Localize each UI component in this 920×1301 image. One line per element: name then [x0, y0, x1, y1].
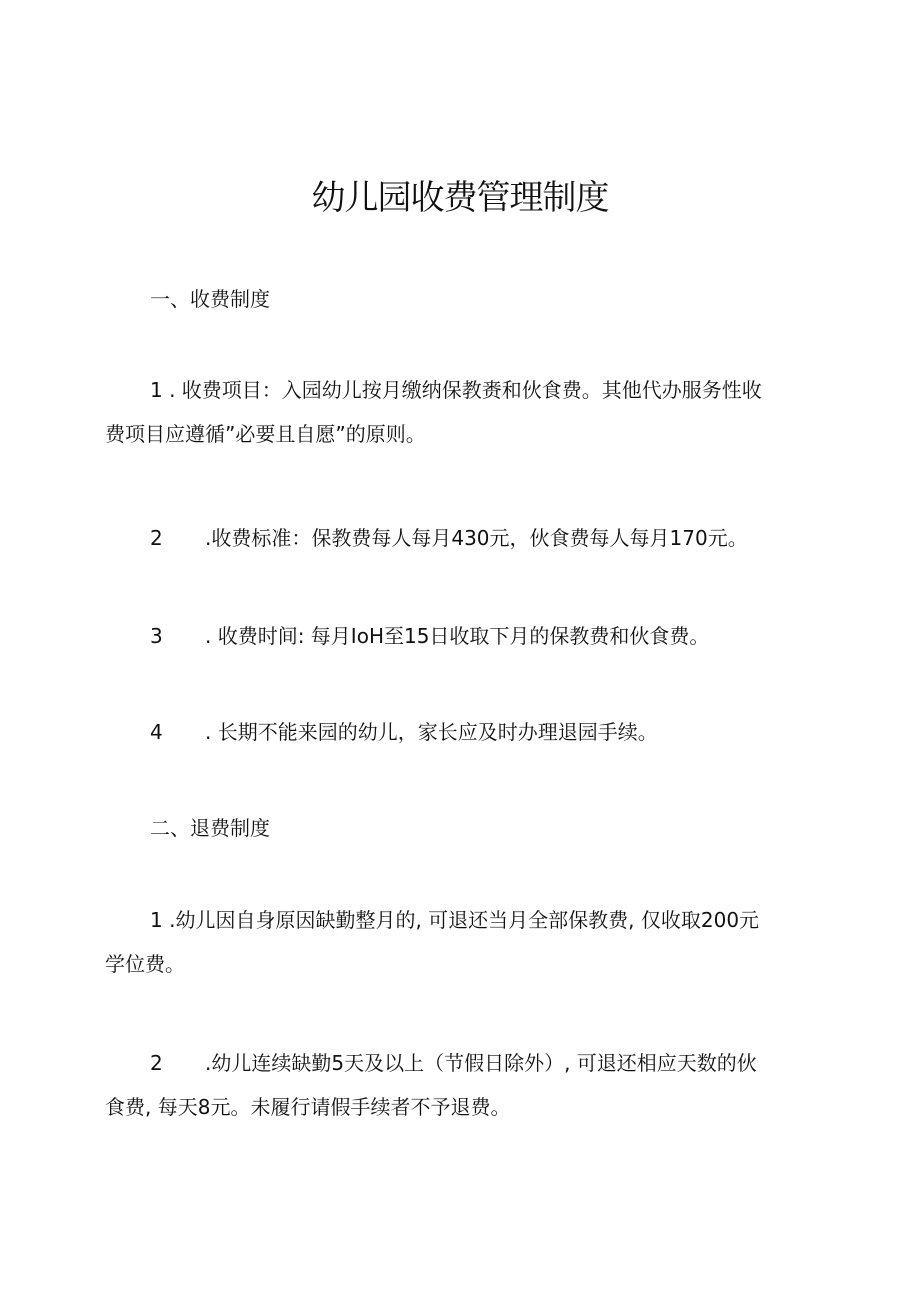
- fee-item-4: [150, 716, 658, 745]
- fee-item-1: [105, 368, 825, 456]
- refund-item-2: [105, 1041, 825, 1129]
- fee-item-2: [150, 522, 748, 551]
- refund-item-2-line-1: [105, 1041, 825, 1085]
- page-title: 幼儿园收费管理制度: [311, 178, 609, 218]
- section-heading-refunds: 二、退费制度: [150, 816, 270, 840]
- refund-item-1-line-1: 1 .幼儿因自身原因缺勤整月的, 可退还当月全部保教费, 仅收取200元: [150, 908, 760, 932]
- fee-item-3-number: 3: [150, 624, 163, 648]
- fee-item-1-line-2: 费项目应遵循”必要且自愿”的原则。: [105, 422, 426, 446]
- fee-item-2-number: 2: [150, 526, 163, 550]
- fee-item-3: [150, 620, 709, 649]
- refund-item-2-text-line-1: .幼儿连续缺勤5天及以上（节假日除外）, 可退还相应天数的伙: [205, 1051, 757, 1075]
- fee-item-2-text: .收费标准：保教费每人每月430元，伙食费每人每月170元。: [205, 526, 748, 550]
- refund-item-1: [105, 898, 825, 986]
- fee-item-3-text: . 收费时间: 每月IoH至15日收取下月的保教费和伙食费。: [205, 624, 710, 648]
- fee-item-4-text: . 长期不能来园的幼儿，家长应及时办理退园手续。: [205, 720, 658, 744]
- section-heading-fees: 一、收费制度: [150, 287, 270, 311]
- fee-item-1-line-1: 1 . 收费项目：入园幼儿按月缴纳保教赉和伙食费。其他代办服务性收: [150, 378, 762, 402]
- refund-item-1-line-2: 学位费。: [105, 952, 185, 976]
- refund-item-2-number: 2: [150, 1051, 163, 1075]
- fee-item-4-number: 4: [150, 720, 163, 744]
- refund-item-2-line-2: 食费, 每天8元。未履行请假手续者不予退费。: [105, 1095, 511, 1119]
